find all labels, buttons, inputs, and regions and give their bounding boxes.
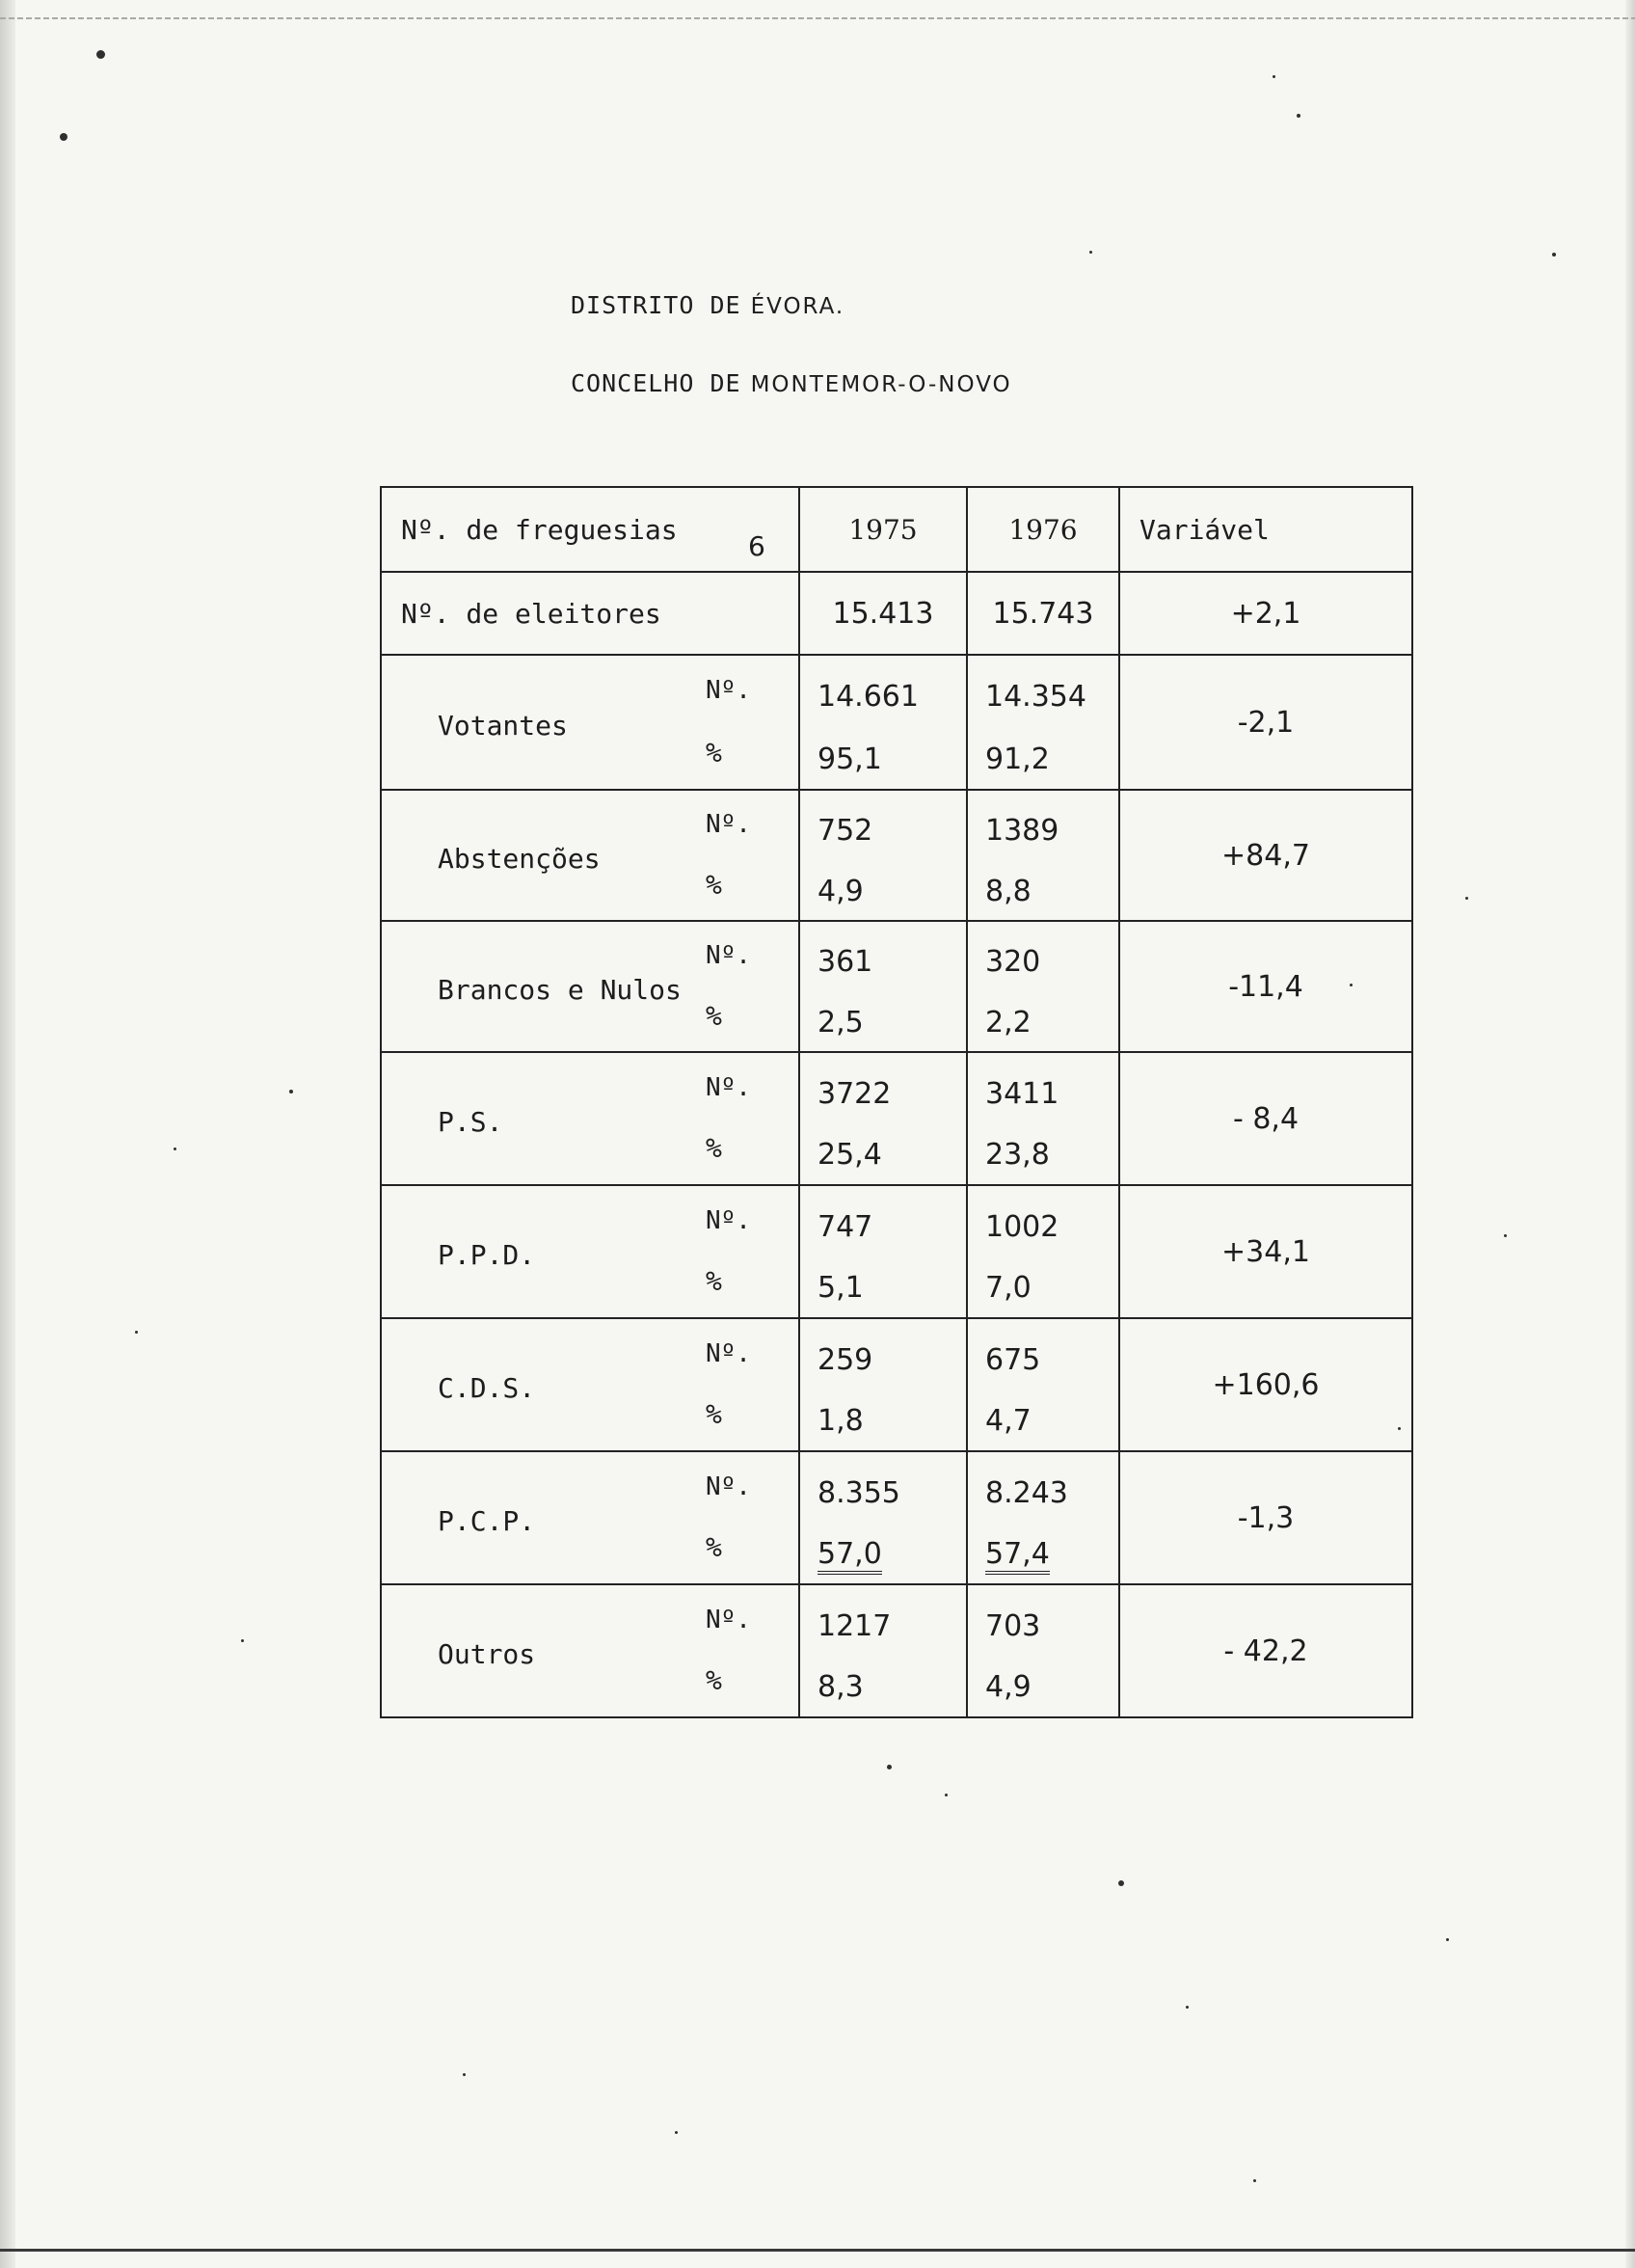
scan-speck: [1118, 1880, 1124, 1886]
row-1976-number: 14.354: [985, 680, 1086, 714]
scan-speck: [1504, 1234, 1507, 1237]
row-1976-number: 8.243: [985, 1476, 1068, 1510]
row-label-cell: [381, 655, 799, 790]
table-row: [381, 1185, 1412, 1318]
eleitores-label: Nº. de eleitores: [381, 572, 799, 655]
row-1976-cell: [967, 1318, 1119, 1451]
row-1976-cell: [967, 655, 1119, 790]
row-1975-number: 3722: [818, 1077, 892, 1111]
row-1975-cell: [799, 1318, 967, 1451]
header-freguesias-count: 6: [748, 530, 765, 562]
row-1976-percent: 4,9: [985, 1670, 1032, 1704]
district-heading-handwritten: ÉVORA.: [750, 294, 845, 319]
row-1976-percent: 7,0: [985, 1271, 1032, 1305]
row-1975-cell: [799, 1584, 967, 1717]
row-1976-cell: [967, 1052, 1119, 1185]
row-variavel: +160,6: [1119, 1318, 1412, 1451]
row-1975-percent: 57,0: [818, 1537, 882, 1575]
table-row: [381, 790, 1412, 921]
eleitores-1975: 15.413: [799, 572, 967, 655]
row-1976-percent: 91,2: [985, 742, 1050, 776]
row-label-cell: [381, 790, 799, 921]
row-label-cell: [381, 1185, 799, 1318]
table-row: [381, 1318, 1412, 1451]
row-percent-unit: %: [706, 1000, 722, 1032]
table-row: [381, 921, 1412, 1052]
scan-speck: [463, 2073, 466, 2076]
table-row: [381, 655, 1412, 790]
row-1975-percent: 8,3: [818, 1670, 864, 1704]
row-1976-number: 3411: [985, 1077, 1059, 1111]
row-number-unit: Nº.: [706, 1339, 751, 1368]
row-label: P.P.D.: [438, 1239, 536, 1271]
row-1976-number: 1002: [985, 1210, 1059, 1244]
row-1975-cell: [799, 1451, 967, 1584]
page-left-edge-shadow: [0, 0, 15, 2268]
municipality-heading: [571, 369, 1012, 397]
scan-speck: [96, 50, 105, 59]
row-variavel: +34,1: [1119, 1185, 1412, 1318]
row-variavel: -1,3: [1119, 1451, 1412, 1584]
scan-speck: [1446, 1938, 1449, 1941]
row-1975-cell: [799, 921, 967, 1052]
bottom-scan-rule: [0, 2249, 1635, 2252]
top-scan-rule: [0, 17, 1635, 19]
row-percent-unit: %: [706, 737, 722, 769]
scan-speck: [289, 1090, 293, 1094]
row-1976-cell: [967, 790, 1119, 921]
row-label-cell: [381, 1584, 799, 1717]
row-label: Votantes: [438, 710, 568, 742]
row-1976-percent: 2,2: [985, 1006, 1032, 1040]
table-row-eleitores: [381, 572, 1412, 655]
row-1975-percent: 4,9: [818, 875, 864, 908]
scan-speck: [60, 133, 67, 141]
row-1975-number: 752: [818, 814, 873, 848]
row-1975-number: 14.661: [818, 680, 919, 714]
scan-speck: [1089, 251, 1092, 254]
row-number-unit: Nº.: [706, 941, 751, 970]
row-label: P.S.: [438, 1106, 503, 1138]
row-1975-number: 1217: [818, 1609, 892, 1643]
scan-speck: [675, 2131, 678, 2134]
scan-speck: [1297, 114, 1300, 118]
row-1975-percent: 95,1: [818, 742, 882, 776]
row-percent-unit: %: [706, 1265, 722, 1297]
scan-speck: [945, 1794, 948, 1796]
header-1976: 1976: [967, 487, 1119, 572]
row-1976-number: 703: [985, 1609, 1041, 1643]
scan-speck: [241, 1639, 244, 1642]
row-1976-cell: [967, 1584, 1119, 1717]
row-number-unit: Nº.: [706, 1206, 751, 1235]
table-row: [381, 1052, 1412, 1185]
row-1975-cell: [799, 790, 967, 921]
row-1975-cell: [799, 655, 967, 790]
page-right-edge-shadow: [1625, 0, 1635, 2268]
row-1976-percent: 57,4: [985, 1537, 1050, 1575]
header-1975: 1975: [799, 487, 967, 572]
row-number-unit: Nº.: [706, 676, 751, 705]
eleitores-1976: 15.743: [967, 572, 1119, 655]
row-1976-cell: [967, 1185, 1119, 1318]
row-1975-number: 8.355: [818, 1476, 900, 1510]
row-1975-number: 361: [818, 945, 873, 979]
scan-speck: [135, 1331, 138, 1334]
row-percent-unit: %: [706, 1132, 722, 1164]
row-label: Abstenções: [438, 843, 601, 875]
row-number-unit: Nº.: [706, 1472, 751, 1501]
row-variavel: -2,1: [1119, 655, 1412, 790]
row-1976-percent: 23,8: [985, 1138, 1050, 1172]
row-number-unit: Nº.: [706, 1073, 751, 1102]
table-header-row: [381, 487, 1412, 572]
row-label: C.D.S.: [438, 1372, 536, 1404]
scan-speck: [174, 1148, 176, 1150]
municipality-heading-typed: CONCELHO DE: [571, 369, 741, 397]
row-1976-cell: [967, 1451, 1119, 1584]
scan-speck: [1273, 75, 1275, 78]
row-1976-percent: 4,7: [985, 1404, 1032, 1438]
district-heading-typed: DISTRITO DE: [571, 291, 741, 319]
row-label-cell: [381, 1052, 799, 1185]
row-1975-percent: 5,1: [818, 1271, 864, 1305]
header-variavel: Variável: [1119, 487, 1412, 572]
row-variavel: - 42,2: [1119, 1584, 1412, 1717]
row-number-unit: Nº.: [706, 1606, 751, 1634]
header-freguesias-cell: [381, 487, 799, 572]
table-row: [381, 1451, 1412, 1584]
district-heading: [571, 291, 844, 319]
row-1975-cell: [799, 1052, 967, 1185]
row-label-cell: [381, 921, 799, 1052]
row-number-unit: Nº.: [706, 810, 751, 839]
row-label: Brancos e Nulos: [438, 974, 682, 1006]
row-percent-unit: %: [706, 1398, 722, 1430]
scan-speck: [1253, 2179, 1256, 2182]
row-percent-unit: %: [706, 869, 722, 901]
row-percent-unit: %: [706, 1664, 722, 1696]
election-results-table: [380, 486, 1413, 1718]
row-1975-percent: 1,8: [818, 1404, 864, 1438]
header-freguesias-label: Nº. de freguesias: [401, 513, 678, 546]
eleitores-variavel: +2,1: [1119, 572, 1412, 655]
row-1976-cell: [967, 921, 1119, 1052]
row-1976-percent: 8,8: [985, 875, 1032, 908]
row-variavel: - 8,4: [1119, 1052, 1412, 1185]
row-1976-number: 320: [985, 945, 1041, 979]
row-label: P.C.P.: [438, 1505, 536, 1537]
row-1976-number: 675: [985, 1343, 1041, 1377]
row-1975-percent: 25,4: [818, 1138, 882, 1172]
municipality-heading-handwritten: MONTEMOR-O-NOVO: [750, 372, 1012, 397]
scan-speck: [1465, 897, 1468, 900]
row-label-cell: [381, 1318, 799, 1451]
row-1976-number: 1389: [985, 814, 1059, 848]
row-1975-cell: [799, 1185, 967, 1318]
scan-speck: [1186, 2006, 1189, 2009]
table-row: [381, 1584, 1412, 1717]
row-variavel: +84,7: [1119, 790, 1412, 921]
row-label: Outros: [438, 1638, 536, 1670]
row-1975-number: 259: [818, 1343, 873, 1377]
row-1975-percent: 2,5: [818, 1006, 864, 1040]
scan-speck: [887, 1765, 892, 1769]
row-percent-unit: %: [706, 1531, 722, 1563]
scan-speck: [1552, 253, 1556, 256]
row-label-cell: [381, 1451, 799, 1584]
row-1975-number: 747: [818, 1210, 873, 1244]
row-variavel: -11,4: [1119, 921, 1412, 1052]
